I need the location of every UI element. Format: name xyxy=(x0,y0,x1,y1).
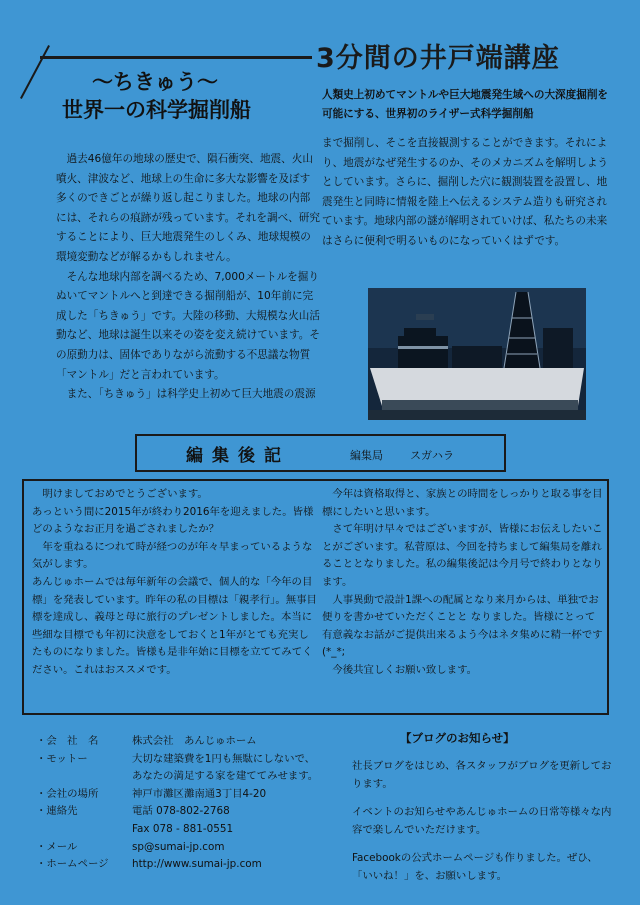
lead-text: 人類史上初めてマントルや巨大地震発生域への大深度掘削を可能にする、世界初のライザー式科学掘削船 xyxy=(322,89,609,120)
editor-department: 編集局 xyxy=(350,449,383,462)
editor-note-paragraph-4: あんじゅホームでは毎年新年の会議で、個人的な「今年の目標」を発表しています。昨年の私の目標は「親孝行」。無事目標を達成し、義母と母に旅行のプレゼントしました。本当に些細な目標でも年初に決意をしておくと1年がとても充実したものになりました。皆様も是非年始に目標を立ててみてください。これはおススメです。 xyxy=(32,575,317,676)
article-paragraph-1: 過去46億年の地球の歴史で、隕石衝突、地震、火山噴火、津波など、地球上の生命に多大な影響を及ぼす多くのできごとが繰り返し起こりました。地球の内部には、それらの痕跡が残っています。それを調べ、研究することにより、巨大地震発生のしくみ、地球規模の環境変動などが解るかもしれません。 xyxy=(56,153,320,263)
header-slash-line xyxy=(20,45,50,99)
ship-illustration xyxy=(368,288,586,420)
company-info xyxy=(36,733,346,874)
editor-note-paragraph-1: 明けましておめでとうございます。 xyxy=(42,488,208,500)
company-row xyxy=(36,751,346,769)
blog-paragraph-1: 社長ブログをはじめ、各スタッフがブログを更新しております。 xyxy=(352,760,612,790)
company-value: あなたの満足する家を建ててみせます。 xyxy=(132,770,319,783)
company-row xyxy=(36,839,346,857)
editor-note-left xyxy=(32,486,317,680)
company-label: ・メール xyxy=(36,840,78,853)
company-row xyxy=(36,768,346,786)
company-label: ・連絡先 xyxy=(36,805,78,818)
header-rule xyxy=(40,56,312,59)
company-value: 大切な建築費を1円も無駄にしないで、 xyxy=(132,752,316,765)
company-email[interactable]: sp@sumai-jp.com xyxy=(132,840,225,853)
editor-note-paragraph-6: さて年明け早々ではございますが、皆様にお伝えしたいことがございます。私菅原は、今回を持ちまして編集局を離れることとなりました。私の編集後記は今月号で終わりとなります。 xyxy=(322,523,603,588)
editor-heading: 編集後記 xyxy=(186,446,290,466)
editor-note-paragraph-7: 人事異動で設計1課への配属となり来月からは、単独でお便りを書かせていただくことと なりました。皆様にとって有意義なお話がご提供出来るよう今はネタ集めに精一杯です(*_*; xyxy=(322,593,603,659)
series-title: 3分間の井戸端講座 xyxy=(316,43,560,74)
blog-paragraph-2: イベントのお知らせやあんじゅホームの日常等様々な内容で楽しんでいただけます。 xyxy=(352,806,612,836)
company-website-link[interactable]: http://www.sumai-jp.com xyxy=(132,858,262,871)
company-label: ・会 社 名 xyxy=(36,735,99,747)
editor-note-paragraph-8: 今後共宜しくお願い致します。 xyxy=(332,663,478,676)
article-paragraph-2: そんな地球内部を調べるため、7,000メートルを掘りぬいてマントルへと到達できる掘削船が、10年前に完成した「ちきゅう」です。大陸の移動、大規模な火山活動など、地球は誕生以来その姿を変え続けています。その原動力は、固体でありながら流動する不思議な物質「マントル」だと言われています。 xyxy=(56,270,320,381)
article-right-column xyxy=(322,134,610,252)
company-row xyxy=(36,786,346,804)
company-label xyxy=(36,821,132,839)
topic-title: 世界一の科学掘削船 xyxy=(62,98,251,122)
company-value: 電話 078-802-2768 xyxy=(132,805,230,818)
company-value: Fax 078 - 881-0551 xyxy=(132,822,234,835)
editor-note-right xyxy=(322,486,604,680)
topic-kana: ～ちきゅう～ xyxy=(92,70,218,94)
company-label: ・ホームページ xyxy=(36,858,109,871)
company-value: 神戸市灘区灘南通3丁目4-20 xyxy=(132,787,267,800)
company-row xyxy=(36,733,346,751)
company-label xyxy=(36,768,132,786)
article-paragraph-3: また、「ちきゅう」は科学史上初めて巨大地震の震源 xyxy=(66,388,316,401)
company-value: 株式会社 あんじゅホーム xyxy=(132,735,257,747)
editor-note-paragraph-5: 今年は資格取得と、家族との時間をしっかりと取る事を目標にしたいと思います。 xyxy=(322,488,603,518)
blog-paragraph-3: Facebookの公式ホームページも作りました。ぜひ、「いいね！」を、お願いします。 xyxy=(352,852,598,882)
article-paragraph-4: まで掘削し、そこを直接観測することができます。それにより、地震がなぜ発生するのか、そのメカニズムを解明しようとしています。さらに、掘削した穴に観測装置を設置し、地震発生と同時に情報を陸上へ伝えるシステム造りも研究されています。地球内部の謎が解明されていけば、私たちの未来はさらに便利で明るいものになっていくはずです。 xyxy=(322,137,609,247)
company-row xyxy=(36,856,346,874)
article-left-column xyxy=(56,150,320,405)
company-row xyxy=(36,803,346,821)
blog-notice-title: 【ブログのお知らせ】 xyxy=(400,731,515,745)
drilling-ship-photo xyxy=(368,288,586,420)
editor-note-paragraph-3: 年を重ねるにつれて時が経つのが年々早まっているような気がします。 xyxy=(32,540,313,571)
company-label: ・会社の場所 xyxy=(36,787,99,800)
blog-notice xyxy=(352,758,612,897)
company-row xyxy=(36,821,346,839)
editor-name: スガハラ xyxy=(410,449,454,462)
company-label: ・モットー xyxy=(36,752,88,765)
editor-note-paragraph-2: あっという間に2015年が終わり2016年を迎えました。皆様どのようなお正月を過ごされましたか？ xyxy=(32,505,314,536)
